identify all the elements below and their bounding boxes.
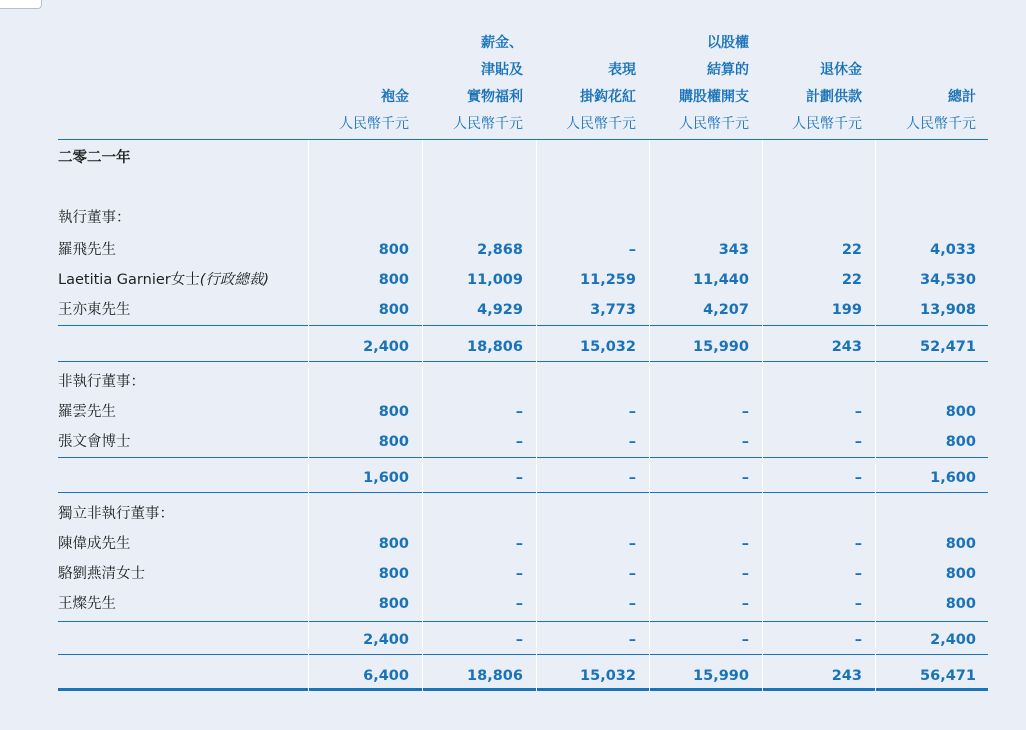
value-bonus: – (628, 632, 636, 648)
value-share-option: 11,440 (693, 272, 749, 288)
header-line: 以股權 (707, 35, 749, 51)
subtotal-row (58, 625, 988, 655)
value-fees: 2,400 (363, 339, 409, 355)
director-name (58, 235, 116, 265)
value-share-option: 15,990 (693, 668, 749, 684)
director-row (58, 235, 988, 265)
value-fees: 800 (378, 272, 409, 288)
year-heading-row (58, 143, 988, 173)
director-row (58, 295, 988, 325)
value-bonus: – (628, 434, 636, 450)
column-divider (762, 140, 763, 691)
director-name (58, 295, 131, 325)
section-row (58, 203, 988, 233)
value-total: 2,400 (930, 632, 976, 648)
column-divider (649, 140, 650, 691)
value-bonus: – (628, 566, 636, 582)
value-share-option: – (741, 404, 749, 420)
director-name (58, 529, 131, 559)
header-line (566, 30, 636, 57)
value-total: 800 (945, 596, 976, 612)
value-salaries: – (515, 536, 523, 552)
value-salaries: 2,868 (477, 242, 523, 258)
value-salaries: 18,806 (467, 339, 523, 355)
value-pension: – (854, 566, 862, 582)
value-bonus: 11,259 (580, 272, 636, 288)
value-total: 52,471 (920, 339, 976, 355)
column-header-pension (762, 20, 862, 138)
value-salaries: – (515, 470, 523, 486)
header-line: 實物福利 (467, 89, 523, 105)
director-name (58, 559, 145, 589)
column-divider (875, 140, 876, 691)
value-pension: – (854, 536, 862, 552)
header-line (339, 57, 409, 84)
subtotal-bottom-rule (58, 654, 988, 655)
value-salaries: 11,009 (467, 272, 523, 288)
value-total: 800 (945, 434, 976, 450)
director-name-text: 羅雲先生 (58, 404, 116, 420)
value-total: 56,471 (920, 668, 976, 684)
value-total: 4,033 (930, 242, 976, 258)
director-name (58, 397, 116, 427)
window-corner-tab (0, 0, 42, 9)
header-line: 結算的 (707, 62, 749, 78)
value-fees: 800 (378, 242, 409, 258)
value-fees: 2,400 (363, 632, 409, 648)
header-unit: 人民幣千元 (339, 116, 409, 132)
value-pension: 243 (831, 668, 862, 684)
value-pension: – (854, 434, 862, 450)
value-pension: – (854, 632, 862, 648)
column-divider (308, 140, 309, 691)
value-share-option: – (741, 536, 749, 552)
director-name (58, 265, 269, 295)
header-line: 總計 (948, 89, 976, 105)
value-pension: 243 (831, 339, 862, 355)
column-header-share-option (649, 20, 749, 138)
subtotal-bottom-rule (58, 492, 988, 493)
column-header-salaries (422, 20, 523, 138)
subtotal-rule (58, 457, 988, 458)
director-name-text: 王燦先生 (58, 596, 116, 612)
value-share-option: – (741, 470, 749, 486)
value-bonus: – (628, 470, 636, 486)
column-header-fees (308, 20, 409, 138)
header-line (906, 30, 976, 57)
director-name-text: 駱劉燕清女士 (58, 566, 145, 582)
value-share-option: 343 (718, 242, 749, 258)
director-role-note: (行政總裁) (199, 272, 270, 288)
grand-total-row (58, 661, 988, 691)
grand-total-rule (58, 688, 988, 691)
value-fees: 800 (378, 536, 409, 552)
header-line: 掛鈎花紅 (580, 89, 636, 105)
header-line: 袍金 (381, 89, 409, 105)
value-salaries: 4,929 (477, 302, 523, 318)
subtotal-bottom-rule (58, 361, 988, 362)
director-row (58, 589, 988, 619)
value-pension: 199 (831, 302, 862, 318)
value-total: 800 (945, 566, 976, 582)
header-unit: 人民幣千元 (679, 116, 749, 132)
subtotal-rule (58, 325, 988, 326)
value-salaries: – (515, 596, 523, 612)
value-salaries: – (515, 434, 523, 450)
value-pension: – (854, 596, 862, 612)
value-fees: 1,600 (363, 470, 409, 486)
value-bonus: – (628, 242, 636, 258)
header-rule (58, 139, 988, 140)
section-title (58, 367, 145, 397)
director-name-text: Laetitia Garnier女士 (58, 272, 200, 288)
column-header-bonus (536, 20, 636, 138)
value-bonus: 15,032 (580, 668, 636, 684)
subtotal-row (58, 332, 988, 362)
value-total: 13,908 (920, 302, 976, 318)
column-divider (536, 140, 537, 691)
director-name-text: 陳偉成先生 (58, 536, 131, 552)
section-title (58, 203, 131, 233)
header-unit: 人民幣千元 (906, 116, 976, 132)
director-row (58, 397, 988, 427)
value-fees: 6,400 (363, 668, 409, 684)
column-header-total (875, 20, 976, 138)
value-total: 1,600 (930, 470, 976, 486)
value-share-option: – (741, 596, 749, 612)
director-row (58, 265, 988, 295)
header-line: 津貼及 (481, 62, 523, 78)
value-fees: 800 (378, 596, 409, 612)
header-line: 薪金、 (481, 35, 523, 51)
year-heading: 二零二一年 (58, 150, 131, 166)
value-fees: 800 (378, 404, 409, 420)
header-unit: 人民幣千元 (566, 116, 636, 132)
value-pension: – (854, 404, 862, 420)
value-pension: 22 (841, 242, 862, 258)
value-fees: 800 (378, 566, 409, 582)
value-share-option: – (741, 566, 749, 582)
section-title (58, 499, 174, 529)
column-divider (422, 140, 423, 691)
value-pension: – (854, 470, 862, 486)
value-share-option: 4,207 (703, 302, 749, 318)
director-row (58, 529, 988, 559)
value-bonus: – (628, 404, 636, 420)
header-unit: 人民幣千元 (792, 116, 862, 132)
value-share-option: 15,990 (693, 339, 749, 355)
header-line (792, 30, 862, 57)
value-pension: 22 (841, 272, 862, 288)
value-total: 34,530 (920, 272, 976, 288)
header-line: 計劃供款 (806, 89, 862, 105)
value-fees: 800 (378, 302, 409, 318)
value-fees: 800 (378, 434, 409, 450)
director-row (58, 427, 988, 457)
remuneration-table (58, 0, 988, 730)
value-share-option: – (741, 632, 749, 648)
value-bonus: – (628, 596, 636, 612)
section-title-text: 非執行董事： (58, 374, 145, 390)
subtotal-rule (58, 621, 988, 622)
header-line: 表現 (608, 62, 636, 78)
section-title-text: 執行董事： (58, 210, 131, 226)
value-salaries: – (515, 404, 523, 420)
director-name-text: 羅飛先生 (58, 242, 116, 258)
section-row (58, 499, 988, 529)
value-total: 800 (945, 404, 976, 420)
value-share-option: – (741, 434, 749, 450)
director-name-text: 張文會博士 (58, 434, 131, 450)
value-salaries: – (515, 632, 523, 648)
value-total: 800 (945, 536, 976, 552)
director-name (58, 427, 131, 457)
value-bonus: 3,773 (590, 302, 636, 318)
header-line (339, 30, 409, 57)
subtotal-row (58, 463, 988, 493)
section-title-text: 獨立非執行董事： (58, 506, 174, 522)
header-unit: 人民幣千元 (453, 116, 523, 132)
director-row (58, 559, 988, 589)
header-line (906, 57, 976, 84)
value-bonus: 15,032 (580, 339, 636, 355)
director-name (58, 589, 116, 619)
value-bonus: – (628, 536, 636, 552)
director-name-text: 王亦東先生 (58, 302, 131, 318)
header-line: 退休金 (820, 62, 862, 78)
value-salaries: 18,806 (467, 668, 523, 684)
value-salaries: – (515, 566, 523, 582)
header-line: 購股權開支 (679, 89, 749, 105)
section-row (58, 367, 988, 397)
